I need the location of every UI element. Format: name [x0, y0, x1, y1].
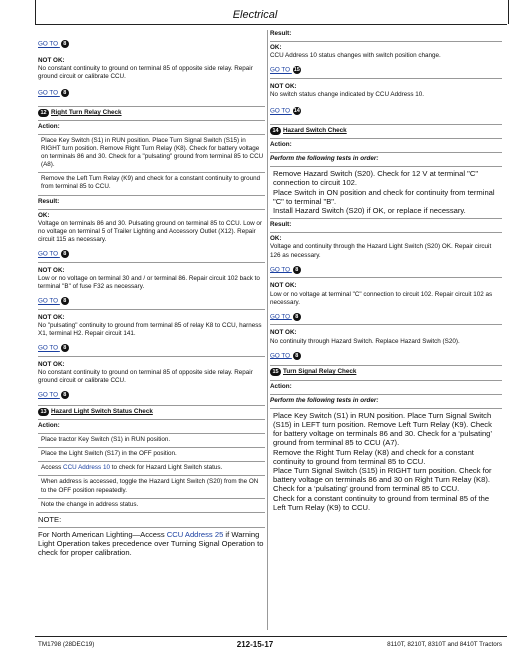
goto-link[interactable]: GO TO 8 — [38, 391, 265, 400]
section-heading-hazard-switch: 14 Hazard Switch Check — [270, 127, 502, 135]
ccu-address-link[interactable]: CCU Address 10 — [63, 464, 110, 472]
action-label: Action: — [270, 382, 292, 390]
not-ok-text: Low or no voltage on terminal 30 and / or terminal 86. Repair circuit 102 back to terminal "B" of fuse F32 as necessary. — [38, 274, 260, 290]
step-badge: 8 — [61, 344, 69, 352]
not-ok-label: NOT OK: — [38, 360, 65, 368]
divider — [38, 262, 265, 263]
result-label: Result: — [270, 30, 292, 37]
header-rule — [35, 24, 507, 25]
action-step: Place Key Switch (S1) in RUN position. Place Turn Signal Switch (S15) in LEFT turn position. Remove Left Turn Relay (K9). Check for battery voltage on terminals 86 and 30. Check for a ‘pulsating’ ground from terminal 85 to CCU (A7). — [273, 410, 492, 448]
goto-link[interactable]: GO TO 8 — [38, 297, 265, 306]
divider — [270, 138, 502, 139]
goto-link[interactable]: GO TO 8 — [270, 266, 502, 275]
footer-doc-id: TM1798 (28DEC19) — [38, 641, 95, 648]
ok-text: Voltage on terminals 86 and 30. Pulsating ground on terminal 85 to CCU. Low or no voltage on terminal 5 of Trailer Lighting and Accessory Outlet (X12). Repair circuit 115 as necessary. — [38, 219, 263, 243]
action-label: Action: — [270, 141, 292, 149]
step-badge: 14 — [293, 108, 300, 115]
footer-rule — [35, 636, 507, 637]
not-ok-text: Low or no voltage at terminal "C" connection to circuit 102. Repair circuit 102 as necessary. — [270, 290, 493, 306]
step-badge: 8 — [61, 89, 69, 97]
not-ok-text: No constant continuity to ground on terminal 85 of opposite side relay. Repair ground circuit or calibrate CCU. — [38, 368, 253, 385]
step-badge: 15 — [293, 67, 300, 74]
action-label: Action: — [38, 422, 60, 430]
divider — [38, 461, 265, 462]
step-badge: 8 — [293, 313, 301, 321]
divider — [38, 527, 265, 528]
goto-link[interactable]: GO TO 8 — [38, 344, 265, 353]
divider — [270, 124, 502, 125]
ok-label: OK: — [38, 211, 50, 219]
divider — [38, 433, 265, 434]
divider — [38, 475, 265, 476]
action-step: Remove the Right Turn Relay (K8) and check for a constant continuity to ground from terminal 85 to CCU. — [273, 447, 474, 466]
not-ok-label: NOT OK: — [270, 329, 297, 337]
not-ok-text: No "pulsating" continuity to ground from terminal 85 of relay K8 to CCU, harness X1, terminal H2. Repair circuit 141. — [38, 321, 262, 338]
step-badge: 8 — [61, 250, 69, 258]
divider — [38, 309, 265, 310]
ok-text: Voltage and continuity through the Hazard Light Switch (S20) OK. Repair circuit 126 as necessary. — [270, 243, 492, 259]
divider — [38, 209, 265, 210]
action-step: Install Hazard Switch (S20) if OK, or replace if necessary. — [273, 206, 466, 216]
divider — [38, 134, 265, 135]
action-step: When address is accessed, toggle the Hazard Light Switch (S20) from the ON to the OFF position repeatedly. — [41, 478, 259, 494]
not-ok-label: NOT OK: — [38, 56, 65, 64]
divider — [270, 408, 502, 409]
section-heading-hazard-light-status: 13 Hazard Light Switch Status Check — [38, 408, 265, 416]
divider — [38, 356, 265, 357]
section-heading-turn-signal-relay: 15 Turn Signal Relay Check — [270, 368, 502, 376]
divider — [38, 106, 265, 107]
divider — [38, 447, 265, 448]
action-step: Note the change in address status. — [41, 500, 139, 508]
step-badge: 8 — [61, 297, 69, 305]
divider — [270, 41, 502, 42]
action-step: Access CCU Address 10 to check for Hazard Light Switch status. — [41, 464, 223, 472]
result-label: Result: — [38, 197, 60, 205]
divider — [38, 498, 265, 499]
ok-text: CCU Address 10 status changes with switch position change. — [270, 52, 441, 60]
divider — [270, 232, 502, 233]
goto-link[interactable]: GO TO 15 — [270, 66, 300, 74]
action-step: Place tractor Key Switch (S1) in RUN position. — [41, 436, 171, 444]
action-step: Place Key Switch (S1) in RUN position. Place Turn Signal Switch (S15) in RIGHT turn position. Remove Right Turn Relay (K8). Check for battery voltage on terminals 86 and 30. Check for a "pulsating" ground from terminal 85 to CCU (A8). — [41, 137, 264, 169]
action-step: Remove the Left Turn Relay (K9) and check for a constant continuity to ground from terminal 85 to CCU. — [41, 175, 261, 191]
note-label: NOTE: — [38, 514, 62, 524]
goto-link[interactable]: GO TO 8 — [38, 250, 265, 259]
divider — [270, 218, 502, 219]
right-column — [270, 30, 502, 512]
ok-label: OK: — [270, 44, 282, 52]
divider — [38, 512, 265, 513]
column-divider — [267, 30, 268, 630]
divider — [38, 195, 265, 196]
divider — [38, 419, 265, 420]
divider — [270, 78, 502, 79]
step-badge: 8 — [293, 266, 301, 274]
not-ok-text: No switch status change indicated by CCU Address 10. — [270, 91, 425, 99]
goto-link[interactable]: GO TO 8 — [38, 40, 265, 49]
action-step: Place the Light Switch (S17) in the OFF position. — [41, 450, 177, 458]
perform-instruction: Perform the following tests in order: — [270, 396, 379, 404]
step-badge: 8 — [61, 391, 69, 399]
action-step: Remove Hazard Switch (S20). Check for 12 V at terminal "C" connection to circuit 102. — [273, 169, 479, 188]
goto-link[interactable]: GO TO 14 — [270, 107, 300, 115]
section-heading-right-turn-relay: 12 Right Turn Relay Check — [38, 109, 265, 117]
divider — [270, 277, 502, 278]
step-badge: 8 — [61, 40, 69, 48]
action-step: Place Turn Signal Switch (S15) in RIGHT turn position. Check for battery voltage on terminals 86 and 30 on Right Turn Relay (K8). Check for a ‘pulsating’ ground from terminal 85 to CCU. — [273, 465, 492, 494]
divider — [270, 166, 502, 167]
divider — [38, 405, 265, 406]
ccu-address-link[interactable]: CCU Address 25 — [166, 529, 224, 539]
perform-instruction: Perform the following tests in order: — [270, 155, 379, 163]
action-step: Place Switch in ON position and check for continuity from terminal "C" to terminal "B". — [273, 187, 495, 206]
divider — [38, 120, 265, 121]
divider — [270, 380, 502, 381]
page-header-title: Electrical — [232, 9, 278, 21]
not-ok-label: NOT OK: — [270, 83, 297, 91]
divider — [270, 324, 502, 325]
divider — [270, 152, 502, 153]
action-step: Check for a constant continuity to ground from terminal 85 of the Left Turn Relay (K9) to CCU. — [273, 493, 490, 512]
footer-models: 8110T, 8210T, 8310T and 8410T Tractors — [387, 641, 502, 648]
goto-link[interactable]: GO TO 8 — [270, 313, 502, 322]
not-ok-text: No continuity through Hazard Switch. Replace Hazard Switch (S20). — [270, 337, 460, 345]
not-ok-label: NOT OK: — [38, 266, 65, 274]
not-ok-label: NOT OK: — [270, 282, 297, 290]
left-column — [38, 30, 265, 558]
divider — [270, 394, 502, 395]
action-label: Action: — [38, 122, 60, 130]
ok-label: OK: — [270, 235, 282, 243]
result-label: Result: — [270, 221, 292, 229]
divider — [270, 365, 502, 366]
not-ok-text: No constant continuity to ground on terminal 85 of opposite side relay. Repair ground circuit or calibrate CCU. — [38, 64, 253, 80]
goto-link[interactable]: GO TO 8 — [270, 352, 502, 361]
divider — [38, 172, 265, 173]
footer-page-number: 212-15-17 — [236, 640, 274, 649]
not-ok-label: NOT OK: — [38, 313, 65, 321]
note-text: For North American Lighting—Access CCU Address 25 if Warning Light Operation takes precedence over Turning Signal Operation to check for proper calibration. — [38, 529, 264, 558]
goto-link[interactable]: GO TO 8 — [38, 89, 265, 98]
step-badge: 8 — [293, 352, 301, 360]
